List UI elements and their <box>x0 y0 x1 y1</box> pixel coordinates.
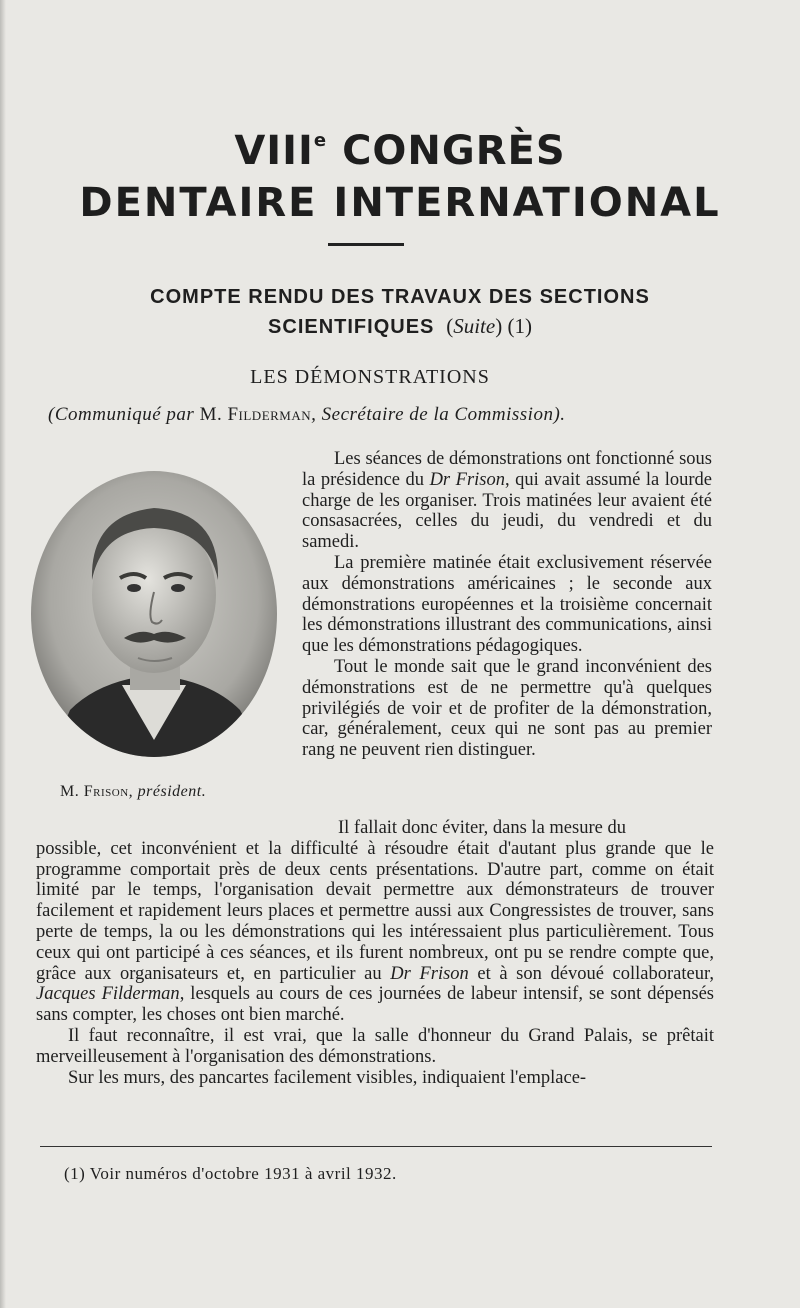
subtitle-line-2: SCIENTIFIQUES (Suite) (1) <box>268 314 532 338</box>
section-heading: LES DÉMONSTRATIONS <box>250 366 490 388</box>
paragraph-3: Tout le monde sait que le grand inconvénient des démonstrations est de ne permettre qu'à quelques privilégiés de voir et de profiter de la démonstration, car, généralement, ceux qui ne sont pas au premier rang ne peuvent rien distinguer. <box>302 656 712 761</box>
byline: (Communiqué par M. Filderman, Secrétaire de la Commission). <box>48 404 566 425</box>
portrait-photo <box>30 470 278 758</box>
footnote: (1) Voir numéros d'octobre 1931 à avril 1932. <box>64 1164 397 1183</box>
paragraph-2: La première matinée était exclusivement réservée aux démonstrations américaines ; le seconde aux démonstrations européennes et la troisième concernait les démonstrations illustrant des communications, ainsi que les démonstrations pédagogiques. <box>302 552 712 657</box>
paragraph-5: Il faut reconnaître, il est vrai, que la salle d'honneur du Grand Palais, se prêtait merveilleusement à l'organisation des démonstrations. <box>36 1025 714 1067</box>
page-title-line-1: VIIIe CONGRÈS <box>234 128 566 174</box>
portrait-image <box>30 470 278 758</box>
article-column-right <box>302 449 712 761</box>
subtitle-line-1: COMPTE RENDU DES TRAVAUX DES SECTIONS <box>150 286 650 308</box>
title-divider <box>328 243 404 246</box>
paragraph-4-lead: Il fallait donc éviter, dans la mesure du <box>338 818 626 838</box>
footnote-divider <box>40 1146 712 1147</box>
title-superscript: e <box>313 130 328 151</box>
paragraph-1: Les séances de démonstrations ont fonctionné sous la présidence du Dr Frison, qui avait assumé la lourde charge de les organiser. Trois matinées leur avaient été consasacrées, celles du jeudi, du vendredi et du samedi. <box>302 449 712 553</box>
article-body-full <box>36 818 714 1088</box>
page-title-line-2: DENTAIRE INTERNATIONAL <box>79 180 721 226</box>
portrait-caption: M. Frison, président. <box>60 783 207 800</box>
paragraph-4: possible, cet inconvénient et la difficulté à résoudre était d'autant plus grande que le programme comportait près de deux cents présentations. D'autre part, comme on était limité par le temps, l'organisation devait permettre aux démonstrateurs de trouver facilement et rapidement leurs places et permettre aussi aux Congressistes de trouver, sans perte de temps, la ou les démonstrations qui les intéressaient plus particulièrement. Tous ceux qui ont participé à ces séances, et ils furent nombreux, ont pu se rendre compte que, grâce aux organisateurs et, en particulier au Dr Frison et à son dévoué collaborateur, Jacques Filderman, lesquels au cours de ces journées de labeur intensif, se sont dépensés sans compter, les choses ont bien marché. <box>36 838 715 1026</box>
paragraph-6: Sur les murs, des pancartes facilement visibles, indiquaient l'emplace- <box>68 1067 587 1088</box>
